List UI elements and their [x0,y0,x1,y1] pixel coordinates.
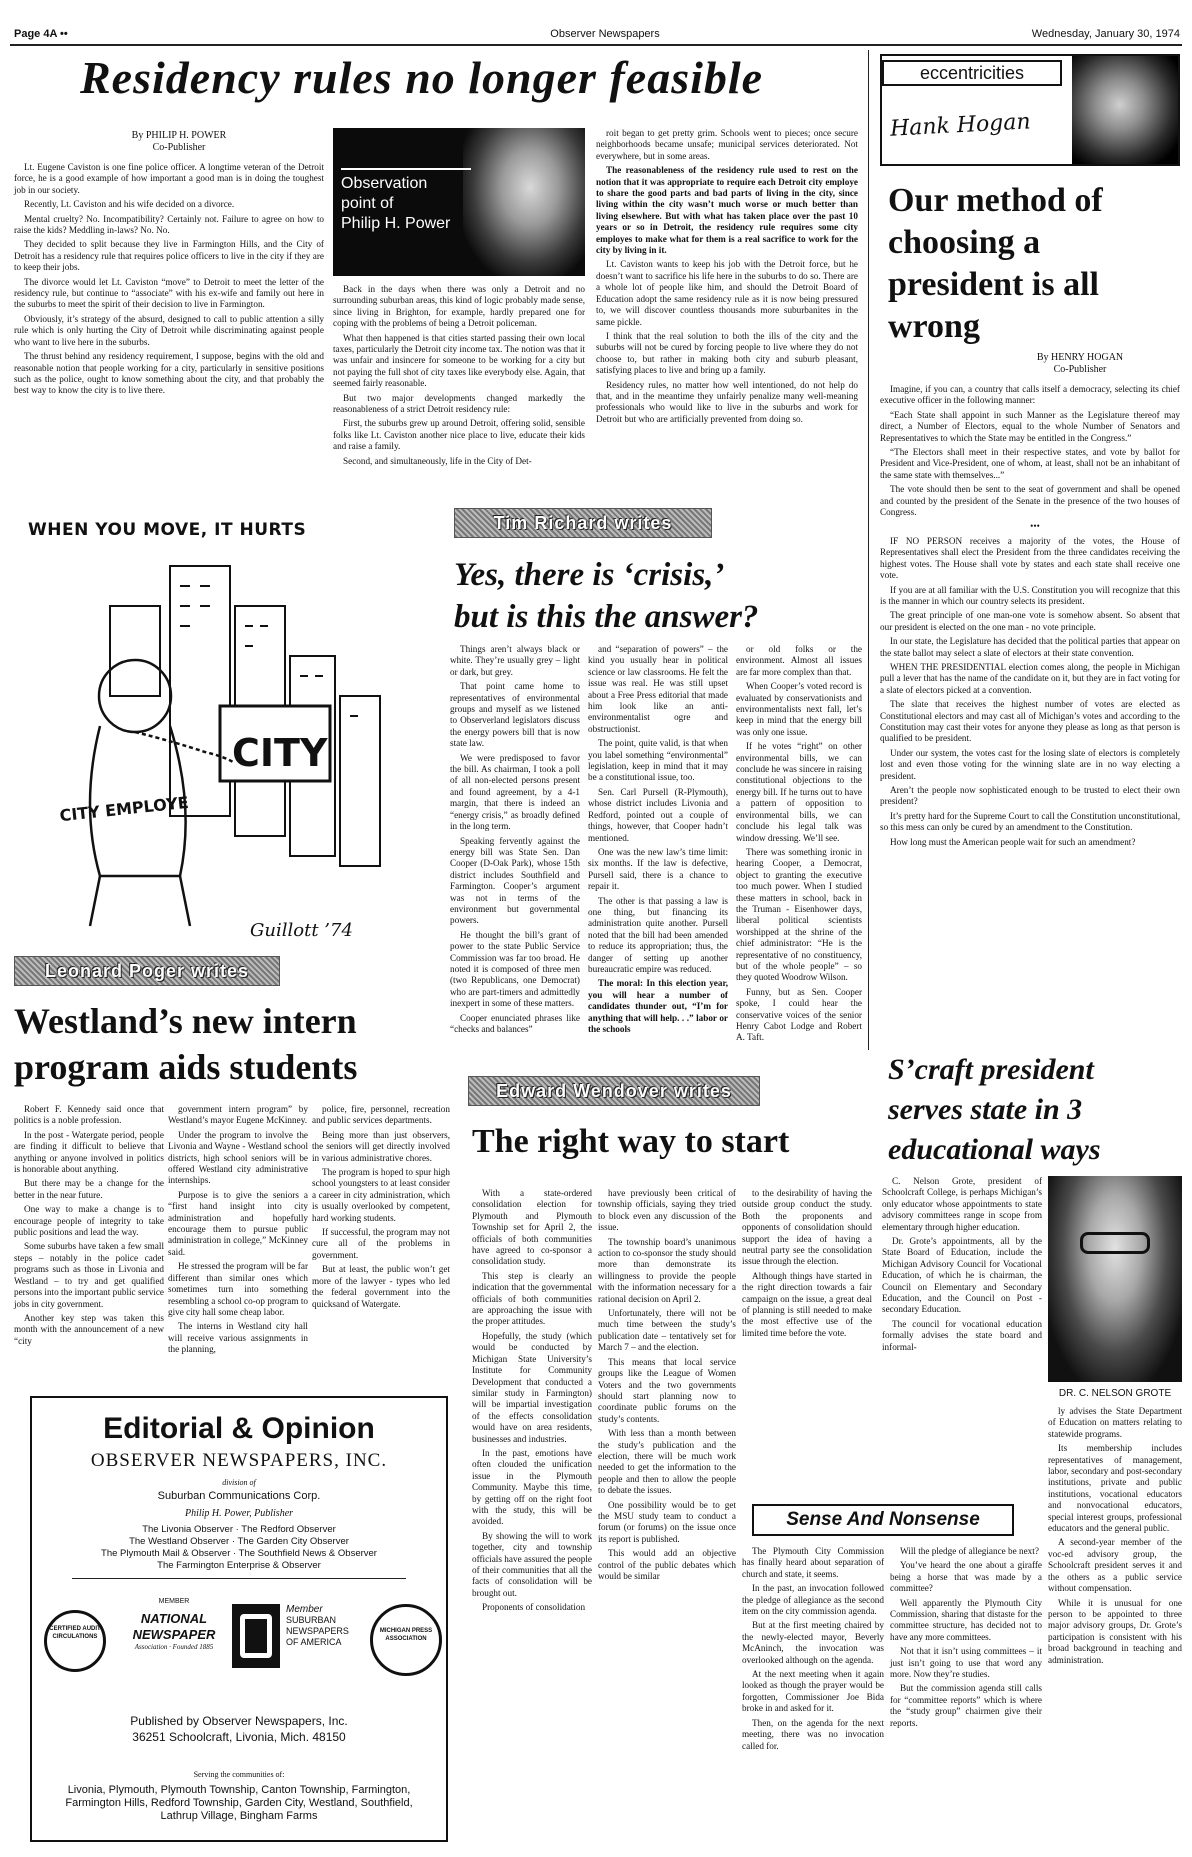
headline-line: but is this the answer? [454,599,759,635]
paragraph: How long must the American people wait for such an amendment? [890,836,1136,847]
employee-figure [90,660,233,926]
paragraph: If successful, the program may not cure all of the problems in government. [312,1227,450,1260]
nna-sub: Association · Founded 1885 [134,1643,214,1651]
paragraph: We were predisposed to favor the bill. As chairman, I took a poll of all non-elected persons present and found agreement, by a 4-1 margin, that there is indeed an “energy crisis,” as broadly defined in the long term. [450,752,580,832]
paragraph: Under the program to involve the Livonia and Wayne - Westland school districts, high school seniors will be offered Westland city administrative internships. [168,1129,308,1186]
paragraph: Under our system, the votes cast for the losing slate of electors is completely lost and even those voting for the winning slate are in no way electing a president. [880,747,1180,781]
grote-headline [888,1050,1188,1170]
caption-line: point of [341,195,394,212]
paragraph: Will the pledge of allegiance be next? [900,1546,1039,1556]
hogan-byline-name: By HENRY HOGAN [1036,352,1124,363]
paragraph: Speaking fervently against the energy bill was State Sen. Dan Cooper (D-Oak Park), whose 15th district includes Southfield and Farmington. Cooper’s argument was not in terms of the environment but governmental powers. [450,835,580,926]
paragraph: By showing the will to work together, city and township officials have assured the people of their communities that all the facts of consolidation will be brought out. [472,1530,592,1598]
hogan-byline-title: Co-Publisher [1053,364,1107,375]
paragraph: He thought the bill’s grant of power to the state Public Service Commission was far too broad. He noted it is composed of three men (two Republicans, one Democrat) who are part-timers and admittedly inexpert in some of these matters. [450,929,580,1009]
hogan-portrait [1072,56,1178,164]
paragraph: One way to make a change is to encourage people of integrity to take public positions and lead the way. [14,1204,164,1238]
paragraph: The slate that receives the highest number of votes are elected as Constitutional electors and may cast all of Michigan’s votes and according to the Constitution may cast their votes for anyone they please as long as that person is qualified to be president. [880,699,1180,744]
paragraph: This would add an objective control of the public debates which would be similar [598,1548,736,1581]
paragraph: government intern program” by Westland’s mayor Eugene McKinney. [168,1104,308,1126]
paragraph: Some suburbs have taken a few small steps – notably in the police cadet programs such as those in Livonia and Westland – to try and get qualified persons into the important public service jobs in city government. [14,1241,164,1309]
paragraph: Back in the days when there was only a Detroit and no surrounding suburban areas, this kind of logic probably made sense, since living in Brighton, for example, hardly prepared one for coping with the problems of being a Detroit policeman. [333,284,585,329]
cartoon-caption: WHEN YOU MOVE, IT HURTS [28,520,307,540]
leonard-headline [14,998,444,1090]
paragraph: Things aren’t always black or white. They’re usually grey – light or dark, but grey. [450,644,580,677]
observation-caption [341,168,471,234]
paragraph: The other is that passing a law is one thing, but financing its administration quite another. Pursell noted that the bill had been amended to reduce its appropriation; thus, the danger of setting up another bureaucratic empire was reduced. [588,895,728,974]
paragraph: Sen. Carl Pursell (R-Plymouth), whose district includes Livonia and Redford, pointed out a couple of things, however, that Cooper hadn’t mentioned. [588,786,728,843]
tim-col-3 [736,644,862,1064]
residency-col-3 [596,128,858,494]
mpa-seal-text: MICHIGAN PRESS ASSOCIATION [379,1628,433,1642]
glasses-icon [1080,1232,1150,1254]
paragraph: The program is hoped to spur high school youngsters to at least consider a career in city administration, which is usually overlooked by competent, hard working students. [312,1167,450,1223]
masthead-company: OBSERVER NEWSPAPERS, INC. [90,1450,388,1471]
headline-line: program aids students [14,1047,358,1087]
sense-col-1 [742,1546,884,1846]
paragraph: It’s pretty hard for the Supreme Court to call the Constitution unconstitutional, so this mess can only be cured by an amendment to the Constitution. [880,810,1180,833]
paper-line: The Westland Observer · The Garden City Observer [129,1536,349,1547]
serving-label: Serving the communities of: [193,1770,285,1779]
residency-headline: Residency rules no longer feasible [80,52,764,103]
paragraph: In our state, the Legislature has decided that the political parties that appear on the state ballot may select a slate of electors at their state convention. [880,636,1180,658]
paragraph: Although things have started in the right direction towards a fair campaign on the issue, a great deal of planning is still needed to make the most effective use of the limited time before the vote. [742,1270,872,1338]
ssa-line: SUBURBAN [286,1615,337,1625]
paragraph: The moral: In this election year, you will hear a number of candidates thunder out, “I’m for anything that will help. . .” labor or the schools [588,978,728,1034]
caption-line: Philip H. Power [341,215,451,232]
paragraph: The reasonableness of the residency rule used to rest on the notion that it was appropriate to require each Detroit city employe to share the good parts and bad parts of living in the city, since living within the city wasn’t much worse or much better than living elsewhere. But with what has taken place over the past 10 years or so in Detroit, the residency rule requires some city employes to make what for them is a real sacrifice to work for the city by living in it. [596,165,858,256]
grote-col-2 [1048,1406,1182,1846]
headline-line: Westland’s new intern [14,1001,357,1041]
tim-col-1 [450,644,580,1064]
cartoon-signature: Guillott ’74 [250,920,353,941]
paragraph: or old folks or the environment. Almost all issues are far more complex than that. [736,644,862,677]
nna-name: NATIONAL NEWSPAPER [132,1611,216,1642]
tim-richard-headline [454,554,864,638]
paragraph: But at the first meeting chaired by the newly-elected mayor, Beverly McAninch, the invocation was overlooked although on the agenda. [742,1620,884,1665]
paragraph: Residency rules, no matter how well intentioned, do not help do that, and in the meantime they unfairly penalize many well-meaning professionals who would like to live in the suburbs and work for Detroit but who are artificially prevented from doing so. [596,379,858,424]
sense-col-2 [890,1546,1042,1846]
headline-line: Yes, there is ‘crisis,’ [454,557,725,593]
paragraph: The township board’s unanimous action to co-sponsor the study should more than demonstrate its willingness to provide the people with the information necessary for a rational decision on April 2. [598,1236,736,1304]
masthead-division: division of [222,1478,256,1487]
paragraph: have previously been critical of township officials, saying they tried to block even any discussion of the issue. [598,1188,736,1233]
paragraph: Unfortunately, there will not be much time between the study’s publication date – tentatively set for March 7 – and the election. [598,1308,736,1353]
paragraph: With a state-ordered consolidation election for Plymouth and Plymouth Township set for April 2, the officials of both communities have agreed to co-sponsor a consolidation study. [472,1188,592,1267]
ssa-text [286,1604,376,1648]
paragraph: The great principle of one man-one vote is somehow absent. So absent that our president is elected on the one man - no vote principle. [880,610,1180,632]
paper-name: Observer Newspapers [550,28,660,40]
paragraph: Then, on the agenda for the next meeting, there was no invocation called for. [742,1717,884,1751]
masthead-corp: Suburban Communications Corp. [157,1490,321,1502]
caption-line: Observation [341,175,428,192]
hogan-signature: Hank Hogan [889,109,1032,142]
paragraph: They decided to split because they live in Farmington Hills, and the City of Detroit has a residency rule that requires police officers to live in the city if they are to keep their jobs. [14,239,324,273]
cac-seal [44,1610,106,1672]
city-sign-text: CITY [232,731,328,775]
ssa-logo-icon [232,1604,280,1668]
headline-line: serves state in 3 [888,1093,1083,1126]
paragraph: Cooper enunciated phrases like “checks and balances” [450,1012,580,1034]
masthead-title: Editorial & Opinion [103,1412,375,1445]
paragraph: That point came home to representatives of environmental groups and myself as we listened to Observerland legislators discuss the energy powers bill that is now state law. [450,681,580,749]
grote-photo [1048,1176,1182,1382]
paragraph: With less than a month between the study’s publication and the election, there will be much work needed to get the information to the people and then to allow the people to debate the issues. [598,1428,736,1496]
residency-byline-title: Co-Publisher [152,142,206,153]
header-rule [10,44,1182,46]
paragraph: This step is clearly an indication that the governmental officials of both communities are approaching the issue with the proper attitudes. [472,1270,592,1327]
paragraph: While it is unusual for one person to be appointed to three major advisory groups, Dr. Grote’s participation is consistent with his broad background in teaching and administration. [1048,1597,1182,1665]
residency-col-2 [333,284,585,494]
paragraph: “Each State shall appoint in such Manner as the Legislature thereof may direct, a Number of Electors, equal to the whole Number of Senators and Representatives to which the State may be entitled in the Congress.” [880,409,1180,443]
eccentricities-box [880,54,1180,166]
paragraph: Purpose is to give the seniors a “first hand insight into city administration and hopefully encourage them to pursue public administration in college,” McKinney said. [168,1189,308,1257]
sense-nonsense-title: Sense And Nonsense [752,1504,1014,1536]
paragraph: Well apparently the Plymouth City Commission, sharing that distaste for the committee structure, has decided not to have any more committees. [890,1597,1042,1642]
edward-col-1 [472,1188,592,1848]
hogan-body [880,384,1180,1024]
paragraph: IF NO PERSON receives a majority of the votes, the House of Representatives shall elect the President from the three candidates receiving the highest votes. The House shall vote by states and each state shall receive one vote. [880,535,1180,581]
paragraph: The Plymouth City Commission has finally heard about separation of church and state, it seems. [742,1546,884,1579]
paragraph: If you are at all familiar with the U.S. Constitution you will recognize that this is the manner in which our country selects its president. [880,584,1180,606]
paragraph: ly advises the State Department of Education on matters relating to statewide programs. [1048,1406,1182,1439]
paragraph: In the past, an invocation followed the pledge of allegiance as the second item on the city commission agenda. [742,1583,884,1617]
edward-col-3 [742,1188,872,1348]
paragraph: You’ve heard the one about a giraffe being a horse that was made by a committee? [890,1560,1042,1594]
nna-logo [114,1598,234,1678]
paragraph: When Cooper’s voted record is evaluated by conservationists and environmentalists next fall, let’s keep in mind that the energy bill was only one issue. [736,681,862,737]
separator: ••• [1030,521,1040,532]
paragraph: The point, quite valid, is that when you label something “environmental” legislation, keep in mind that it may be a constitutional issue, too. [588,738,728,783]
paragraph: Another key step was taken this month with the announcement of a new “city [14,1312,164,1346]
leonard-col-1 [14,1104,164,1346]
paragraph: But there may be a change for the better in the near future. [14,1178,164,1200]
cartoon-illustration [20,546,440,946]
leonard-col-2 [168,1104,308,1355]
paragraph: Recently, Lt. Caviston and his wife decided on a divorce. [24,199,235,210]
paragraph: Imagine, if you can, a country that calls itself a democracy, selecting its chief executive officer in the following manner: [880,384,1180,406]
served-communities: Livonia, Plymouth, Plymouth Township, Canton Township, Farmington, Farmington Hills, Redford Township, Garden City, Westland, Southfield, Lathrup Village, Bingham Farms [65,1784,413,1822]
residency-byline-name: By PHILIP H. POWER [131,130,227,141]
ssa-member: Member [286,1604,323,1615]
paragraph: to the desirability of having the outside group conduct the study. Both the proponents and opponents of consolidation should support the idea of having a neutral party see the consolidation issue through the election. [742,1188,872,1267]
residency-col-1 [14,162,324,492]
paragraph: I think that the real solution to both the ills of the city and the suburbs will not be cured by forcing people to live where they do not choose to, but rather in making both city and suburb pleasant, satisfying places to live and bring up a family. [596,330,858,376]
grote-photo-caption: DR. C. NELSON GROTE [1058,1388,1172,1399]
paragraph: If he votes “right” on other environmental bills, we can conclude he was sincere in raising constitutional objections to the energy bill. If he turns out to have a pattern of opposition to environmental bills, we can conclude his legal talk was window dressing. We’ll see. [736,741,862,843]
paragraph: Being more than just observers, the seniors will get directly involved in various administrative chores. [312,1129,450,1163]
paragraph: and “separation of powers” – the kind you usually hear in political science or law classrooms. He felt the issue was real. He was still upset about a Free Press editorial that made him look like an anti-environmentalist ogre and obstructionist. [588,644,728,734]
paper-line: The Plymouth Mail & Observer · The Southfield News & Observer [101,1548,377,1559]
paragraph: One was the new law’s time limit: six months. If the law is defective, Pursell said, there is a chance to repair it. [588,846,728,892]
tim-richard-banner: Tim Richard writes [454,508,712,538]
masthead-publisher: Philip H. Power, Publisher [184,1508,294,1519]
paragraph: Lt. Caviston wants to keep his job with the Detroit force, but he doesn’t want to sacrifice his life here in the suburbs to do so. There are a whole lot of people like him, and should the Detroit Board of Education adopt the same residency rule as it is now being pressured to, we will discover countless thousands more suburbanites in the same pickle. [596,259,858,327]
paragraph: Mental cruelty? No. Incompatibility? Certainly not. Failure to agree on how to raise the kids? Meddling in-laws? No. No. [14,213,324,236]
paragraph: First, the suburbs grew up around Detroit, offering solid, sensible folks like Lt. Caviston another nice place to live, educate their kids and raise a family. [333,418,585,452]
issue-date: Wednesday, January 30, 1974 [1031,28,1180,40]
paragraph: The divorce would let Lt. Caviston “move” to Detroit to meet the letter of the residency rule, but continue to “associate” with his ex-wife and family out here in the suburbs to meet the spirit of their decision to live in Farmington. [14,276,324,310]
paragraph: In the post - Watergate period, people are finding it difficult to believe that anything or anyone involved in politics is honorable about anything. [14,1129,164,1175]
paragraph: The thrust behind any residency requirement, I suppose, begins with the old and reasonable notion that people working for a city, particularly in sensitive positions such as the police, ought to know something about the city, and that probably the best way to know the city is to live there. [14,351,324,396]
edward-col-2 [598,1188,736,1848]
paragraph: One possibility would be to get the MSU study team to conduct a forum (or forums) on the issue once its report is published. [598,1499,736,1544]
paragraph: The vote should then be sent to the seat of government and shall be opened and counted by the president of the Senate in the presence of the two houses of Congress. [880,484,1180,518]
paragraph: Hopefully, the study (which would be conducted by Michigan State University’s Institute for Community Development that conducted a similar study in Farmington) will be impartial investigation of the effects consolidation would have on area residents, businesses and industries. [472,1330,592,1444]
paper-line: The Livonia Observer · The Redford Observer [142,1524,336,1535]
paragraph: Aren’t the people now sophisticated enough to be trusted to elect their own president? [880,785,1180,807]
paragraph: There was something ironic in hearing Cooper, a Democrat, object to granting the executive too much power. When I studied these matters in school, back in the Truman - Eisenhower days, liberal political scientists worshipped at the shrine of the chief administrator: “He is the representative of no constituency, but of the whole people” – so they quoted Woodrow Wilson. [736,846,862,983]
paragraph: The council for vocational education formally advises the state board and informal- [882,1318,1042,1352]
paragraph: But at least, the public won’t get more of the lawyer - types who led the federal government into the quicksand of Watergate. [312,1264,450,1309]
masthead-papers [32,1524,446,1572]
paragraph: roit began to get pretty grim. Schools went to pieces; once secure neighborhoods became unsafe; municipal services deteriorated. Not everywhere, but in some areas. [596,128,858,161]
paragraph: WHEN THE PRESIDENTIAL election comes along, the people in Michigan pull a lever that has the name of the candidate on it, but they are in fact voting for a slate of electors picked at a convention. [880,661,1180,695]
masthead-box [30,1396,448,1842]
paragraph: At the next meeting when it again looked as though the prayer would be forgotten, Commissioner Joe Bida broke in and asked for it. [742,1669,884,1714]
hogan-byline [990,352,1170,376]
power-portrait [463,128,585,276]
masthead-rule [72,1578,406,1579]
grote-col-1 [882,1176,1042,1446]
nna-member: MEMBER [158,1598,190,1605]
paragraph: Lt. Eugene Caviston is one fine police officer. A longtime veteran of the Detroit force, he is a good example of how important a good man is in doing the toughest job in our society. [14,162,324,195]
paragraph: He stressed the program will be far different than similar ones which sometimes turn into something resembling a school co-op program to give city hall some cheap labor. [168,1261,308,1317]
paragraph: Second, and simultaneously, life in the City of Det- [343,455,532,466]
employee-shirt-text: CITY EMPLOYE [58,792,190,826]
hogan-headline: Our method of choosing a president is all wrong [888,182,1103,345]
paragraph: “The Electors shall meet in their respective states, and vote by ballot for President and Vice-President, one of whom, at least, shall not be an inhabitant of the same state with themselves...” [880,447,1180,480]
tim-col-2 [588,644,728,1064]
column-divider [868,50,869,1050]
paragraph: Robert F. Kennedy said once that politics is a noble profession. [14,1104,164,1126]
edward-wendover-banner: Edward Wendover writes [468,1076,760,1106]
paragraph: A second-year member of the voc-ed advisory group, the Schoolcraft president serves it and the others as a public service without compensation. [1048,1537,1182,1594]
paragraph: Not that it isn’t using committees – it just isn’t going to use that word any more. Now they’re studies. [890,1646,1042,1680]
paragraph: Its membership includes representatives of management, labor, secondary and post-secondary institutions, private and public institutions, vocational educators and nonvocational educators, special interest groups, professional educators and the general public. [1048,1443,1182,1534]
paragraph: The interns in Westland city hall will receive various assignments in the planning, [168,1321,308,1355]
eccentricities-label: eccentricities [882,60,1062,86]
ssa-line: OF AMERICA [286,1637,342,1647]
published-by: Published by Observer Newspapers, Inc. [130,1714,348,1728]
headline-line: S’craft president [888,1053,1094,1086]
paragraph: Obviously, it’s strategy of the absurd, designed to call to public attention a silly rule which is only hurting the City of Detroit while discriminating against people who want to live here in the suburbs. [14,313,324,347]
observation-point-photo [333,128,585,276]
paragraph: What then happened is that cities started passing their own local taxes, particularly the Detroit city income tax. The notion was that it was unfair and insincere for someone to be working for a city but not paying the full shot of city taxes like everybody else. Again, that seemed fairly reasonable. [333,332,585,389]
paragraph: police, fire, personnel, recreation and public services departments. [312,1104,450,1126]
cac-seal-text: CERTIFIED AUDIT CIRCULATIONS [49,1626,101,1640]
paragraph: C. Nelson Grote, president of Schoolcraft College, is perhaps Michigan’s only educator whose appointments to state advisory committees range in scope from elementary through higher education. [882,1176,1042,1232]
paragraph: In the past, emotions have often clouded the unification issue in the Plymouth Community. Maybe this time, by getting off on the right foot with the study, this will be avoided. [472,1447,592,1527]
ssa-mark [240,1614,272,1658]
publisher-address: 36251 Schoolcraft, Livonia, Mich. 48150 [132,1730,346,1744]
residency-byline [84,130,274,154]
page-number: Page 4A •• [14,28,68,40]
edward-headline: The right way to start [472,1123,790,1160]
leonard-col-3 [312,1104,450,1309]
ssa-line: NEWSPAPERS [286,1626,349,1636]
paragraph: Funny, but as Sen. Cooper spoke, I could hear the conservative voices of the senior Henry Cabot Lodge and Robert A. Taft. [736,986,862,1043]
leonard-poger-banner: Leonard Poger writes [14,956,280,986]
mpa-seal [370,1604,442,1676]
paper-line: The Farmington Enterprise & Observer [157,1560,321,1571]
paragraph: Proponents of consolidation [482,1602,586,1613]
headline-line: educational ways [888,1133,1101,1166]
paragraph: But the commission agenda still calls for “committee reports” which is where the “study group” chairmen give their reports. [890,1683,1042,1728]
paragraph: Dr. Grote’s appointments, all by the State Board of Education, include the Michigan Advisory Council for Vocational Education, of which he is chairman, the Council on Elementary and Secondary Education, and the Council on Post - secondary Education. [882,1236,1042,1315]
paragraph: This means that local service groups like the League of Women Voters and the two governments should start planning now to coordinate public forums on the study’s contents. [598,1356,736,1424]
paragraph: But two major developments changed markedly the reasonableness of a strict Detroit residency rule: [333,392,585,415]
